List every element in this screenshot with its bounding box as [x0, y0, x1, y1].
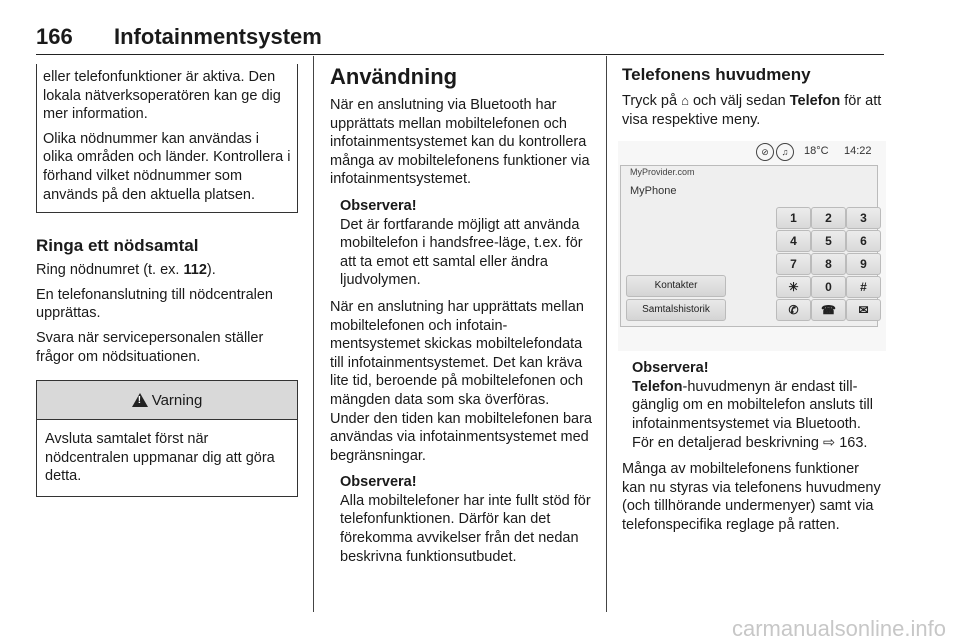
- column-3: [622, 64, 884, 541]
- status-bar: [618, 141, 886, 163]
- box-paragraph-1: eller telefonfunktioner är aktiva. Den lokala nätverksoperatören kan ge dig mer information.: [43, 69, 281, 123]
- watermark: carmanualsonline.info: [731, 616, 946, 641]
- note-3: [622, 359, 884, 452]
- paragraph-answer: Svara när servicepersonalen ställer frågor om nödsituationen.: [36, 329, 264, 365]
- key-4[interactable]: 4: [776, 230, 811, 252]
- paragraph-open-menu: Tryck på ⌂ och välj sedan Telefon för att visa respektive meny.: [622, 93, 882, 128]
- note-3-text: Telefon-huvudmenyn är endast tillgänglig om en mobiltelefon ansluts till infotainmentsystemet via Bluetooth. För en detaljerad beskrivning ⇨ 163.: [632, 378, 873, 451]
- box-paragraph-2: Olika nödnummer kan användas i olika områden och länder. Kontrollera i förhand vilket nödnummer som används på den aktuella platsen.: [43, 130, 291, 203]
- key-5[interactable]: 5: [811, 230, 846, 252]
- key-9[interactable]: 9: [846, 253, 881, 275]
- key-3[interactable]: 3: [846, 207, 881, 229]
- page-number: 166: [36, 24, 73, 49]
- section-heading-usage: Användning: [330, 64, 458, 89]
- call-history-button[interactable]: Samtalshistorik: [626, 299, 726, 321]
- warning-box: [36, 380, 298, 497]
- warning-title: Varning: [151, 391, 203, 409]
- key-8[interactable]: 8: [811, 253, 846, 275]
- note-3-title: Observera!: [632, 360, 709, 377]
- call-icon[interactable]: ✆: [776, 299, 811, 321]
- clock: 14:22: [844, 145, 872, 158]
- page-reference-icon: ⇨: [823, 434, 840, 451]
- key-star[interactable]: ✳: [776, 276, 811, 298]
- contacts-button[interactable]: Kontakter: [626, 275, 726, 297]
- key-6[interactable]: 6: [846, 230, 881, 252]
- section-heading-phone-main-menu: Telefonens huvudmeny: [622, 65, 811, 84]
- page-title: Infotainmentsystem: [114, 24, 322, 49]
- column-divider-1: [313, 56, 314, 612]
- column-1: [36, 64, 298, 497]
- provider-name: MyProvider.com: [630, 167, 695, 178]
- note-1: [330, 197, 592, 290]
- phone-menu-screenshot: [618, 141, 886, 351]
- column-2: [330, 64, 592, 574]
- warning-icon: [132, 393, 148, 407]
- note-1-text: Det är fortfarande möjligt att använda mobiltelefon i handsfree-läge, t.ex. för att ta emot ett samtal eller ändra ljudvolymen.: [340, 216, 583, 289]
- key-2[interactable]: 2: [811, 207, 846, 229]
- key-7[interactable]: 7: [776, 253, 811, 275]
- warning-text: Avsluta samtalet först när nödcentralen uppmanar dig att göra detta.: [45, 431, 275, 485]
- warning-body: [37, 420, 297, 496]
- media-icon: ♫: [776, 143, 794, 161]
- continued-box: [36, 64, 298, 213]
- section-heading-emergency-call: Ringa ett nödsamtal: [36, 236, 199, 256]
- home-icon: ⌂: [681, 93, 689, 108]
- paragraph-data-transfer: När en anslutning har upprättats mellan mobiltelefonen och infotainmentsystemet skickas mobiltelefondata till infotainmentsystemet. Det kan kräva lite tid, beroende på mobiltelefonen och mängden data som ska överföras. Under den tiden kan mobiltelefonen bara användas via infotainmentsystemet med begränsningar.: [330, 298, 592, 464]
- hang-up-icon[interactable]: ☎: [811, 299, 846, 321]
- key-1[interactable]: 1: [776, 207, 811, 229]
- note-2: [330, 473, 592, 566]
- warning-header: [37, 381, 297, 420]
- paragraph-functions: Många av mobiltelefonens funktioner kan nu styras via telefonens huvudmeny (och tillhörande undermenyer) samt via telefonspecifika reglage på ratten.: [622, 461, 881, 533]
- phone-name: MyPhone: [630, 185, 677, 198]
- temperature: 18°C: [804, 145, 829, 158]
- note-2-text: Alla mobiltelefoner har inte fullt stöd för telefonfunktionen. Därför kan det förekomma avvikelser från det nedan beskrivna funktionsutbudet.: [340, 492, 591, 565]
- page-header: [36, 22, 884, 55]
- paragraph-connection: En telefonanslutning till nödcentralen upprättas.: [36, 286, 273, 322]
- key-0[interactable]: 0: [811, 276, 846, 298]
- navigation-icon: ⊘: [756, 143, 774, 161]
- column-divider-2: [606, 56, 607, 612]
- key-hash[interactable]: #: [846, 276, 881, 298]
- paragraph-usage-intro: När en anslutning via Bluetooth har upprättats mellan mobiltelefonen och infotainmentsystemet kan du kontrollera många av mobiltelefonens funktioner via infotainmentsystemet.: [330, 97, 590, 188]
- page-footer: [0, 614, 960, 642]
- note-2-title: Observera!: [340, 474, 417, 491]
- message-icon[interactable]: ✉: [846, 299, 881, 321]
- note-1-title: Observera!: [340, 197, 417, 214]
- paragraph-dial: Ring nödnumret (t. ex. 112).: [36, 262, 216, 279]
